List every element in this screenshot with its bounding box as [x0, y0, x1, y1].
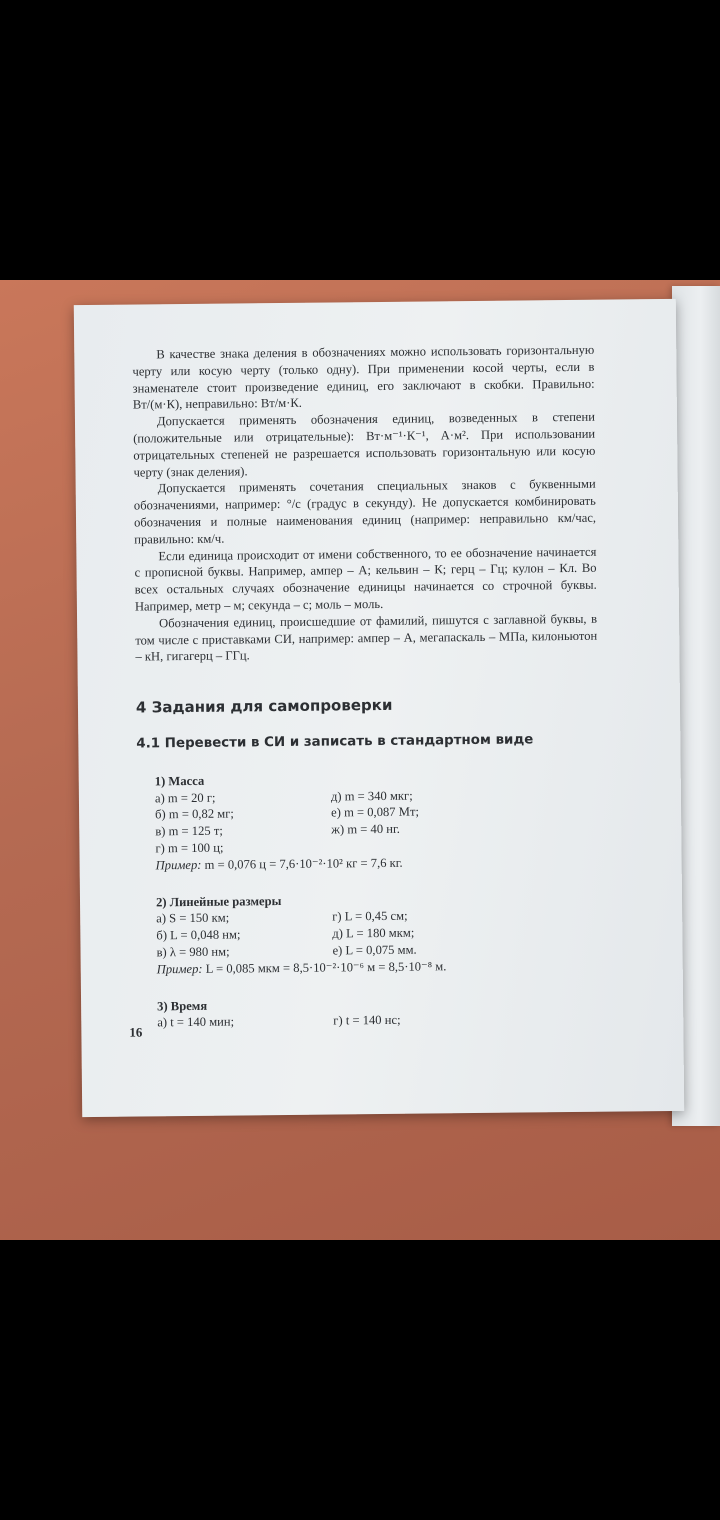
- exercise-item: г) m = 100 ц;: [155, 840, 224, 856]
- exercise-item: г) L = 0,45 см;: [332, 909, 408, 924]
- exercise-mass: [137, 768, 600, 874]
- paragraph-1: В качестве знака деления в обозначениях можно использовать горизонтальную черту или косую черту (только одну). При применении косой черты, если в знаменателе стоит произведение единиц, его заключают в скобки. Правильно: Вт/(м·К), неправильно: Вт/м·К.: [132, 342, 595, 412]
- exercise-item: ж) m = 40 нг.: [331, 821, 400, 837]
- exercise-items: [156, 906, 601, 961]
- paragraph-3: Допускается применять сочетания специальных знаков с буквенными обозначениями, например: °/с (градус в секунду). Не допускается комбинировать обозначения и полные наименования единиц (например: неправильно км/час, правильно: км/ч.: [133, 477, 597, 547]
- exercise-title: 1) Масса: [154, 773, 205, 789]
- page-content: [132, 342, 601, 1032]
- book-photo: [0, 280, 720, 1240]
- exercise-title: 2) Линейные размеры: [155, 893, 282, 909]
- exercise-item: е) L = 0,075 мм.: [332, 942, 417, 958]
- exercise-item: е) m = 0,087 Мт;: [331, 804, 419, 820]
- paragraph-5: Обозначения единиц, происшедшие от фамилий, пишутся с заглавной буквы, в том числе с приставками СИ, например: ампер – А, мегапаскаль – МПа, килоньютон – кН, гигагерц – ГГц.: [135, 611, 598, 664]
- exercise-item: б) m = 0,82 мг;: [155, 806, 234, 822]
- exercise-item: д) m = 340 мкг;: [330, 788, 413, 804]
- exercise-title: 3) Время: [157, 998, 208, 1013]
- exercise-item: г) t = 140 нс;: [333, 1013, 401, 1028]
- exercise-example: [156, 852, 600, 873]
- paragraph-2: Допускается применять обозначения единиц, возведенных в степени (положительные или отрицательные): Вт·м⁻¹·К⁻¹, А·м². При использовании отрицательных степеней не разрешается использовать горизонтальную или косую черту (знак деления).: [133, 409, 596, 480]
- subsection-heading: 4.1 Перевести в СИ и записать в стандартном виде: [136, 732, 534, 752]
- exercise-time: [139, 993, 601, 1031]
- exercise-items: [157, 1010, 601, 1031]
- exercise-item: б) L = 0,048 нм;: [156, 927, 241, 943]
- exercise-item: а) m = 20 г;: [154, 790, 216, 805]
- exercise-item: а) t = 140 мин;: [157, 1014, 235, 1030]
- example-text: m = 0,076 ц = 7,6·10⁻²·10² кг = 7,6 кг.: [201, 855, 403, 872]
- page-number: 16: [129, 1024, 143, 1040]
- exercise-item: а) S = 150 км;: [156, 910, 230, 926]
- section-heading: 4 Задания для самопроверки: [135, 696, 393, 717]
- exercise-item: д) L = 180 мкм;: [332, 925, 415, 941]
- exercise-items: [155, 785, 600, 857]
- exercise-item: в) m = 125 т;: [155, 823, 223, 839]
- example-text: L = 0,085 мкм = 8,5·10⁻²·10⁻⁶ м = 8,5·10⁻⁸ м.: [202, 959, 447, 976]
- book-page: [74, 299, 684, 1117]
- example-label: Пример:: [156, 961, 203, 977]
- exercise-lengths: [138, 889, 601, 978]
- exercise-item: [331, 836, 551, 855]
- example-label: Пример:: [155, 857, 202, 873]
- exercise-item: в) λ = 980 нм;: [156, 944, 230, 960]
- paragraph-4: Если единица происходит от имени собственного, то ее обозначение начинается с прописной буквы. Например, ампер – А; кельвин – К; герц – Гц; кулон – Кл. Во всех остальных случаях обозначение единицы начинается со строчной буквы. Например, метр – м; секунда – с; моль – моль.: [134, 544, 597, 614]
